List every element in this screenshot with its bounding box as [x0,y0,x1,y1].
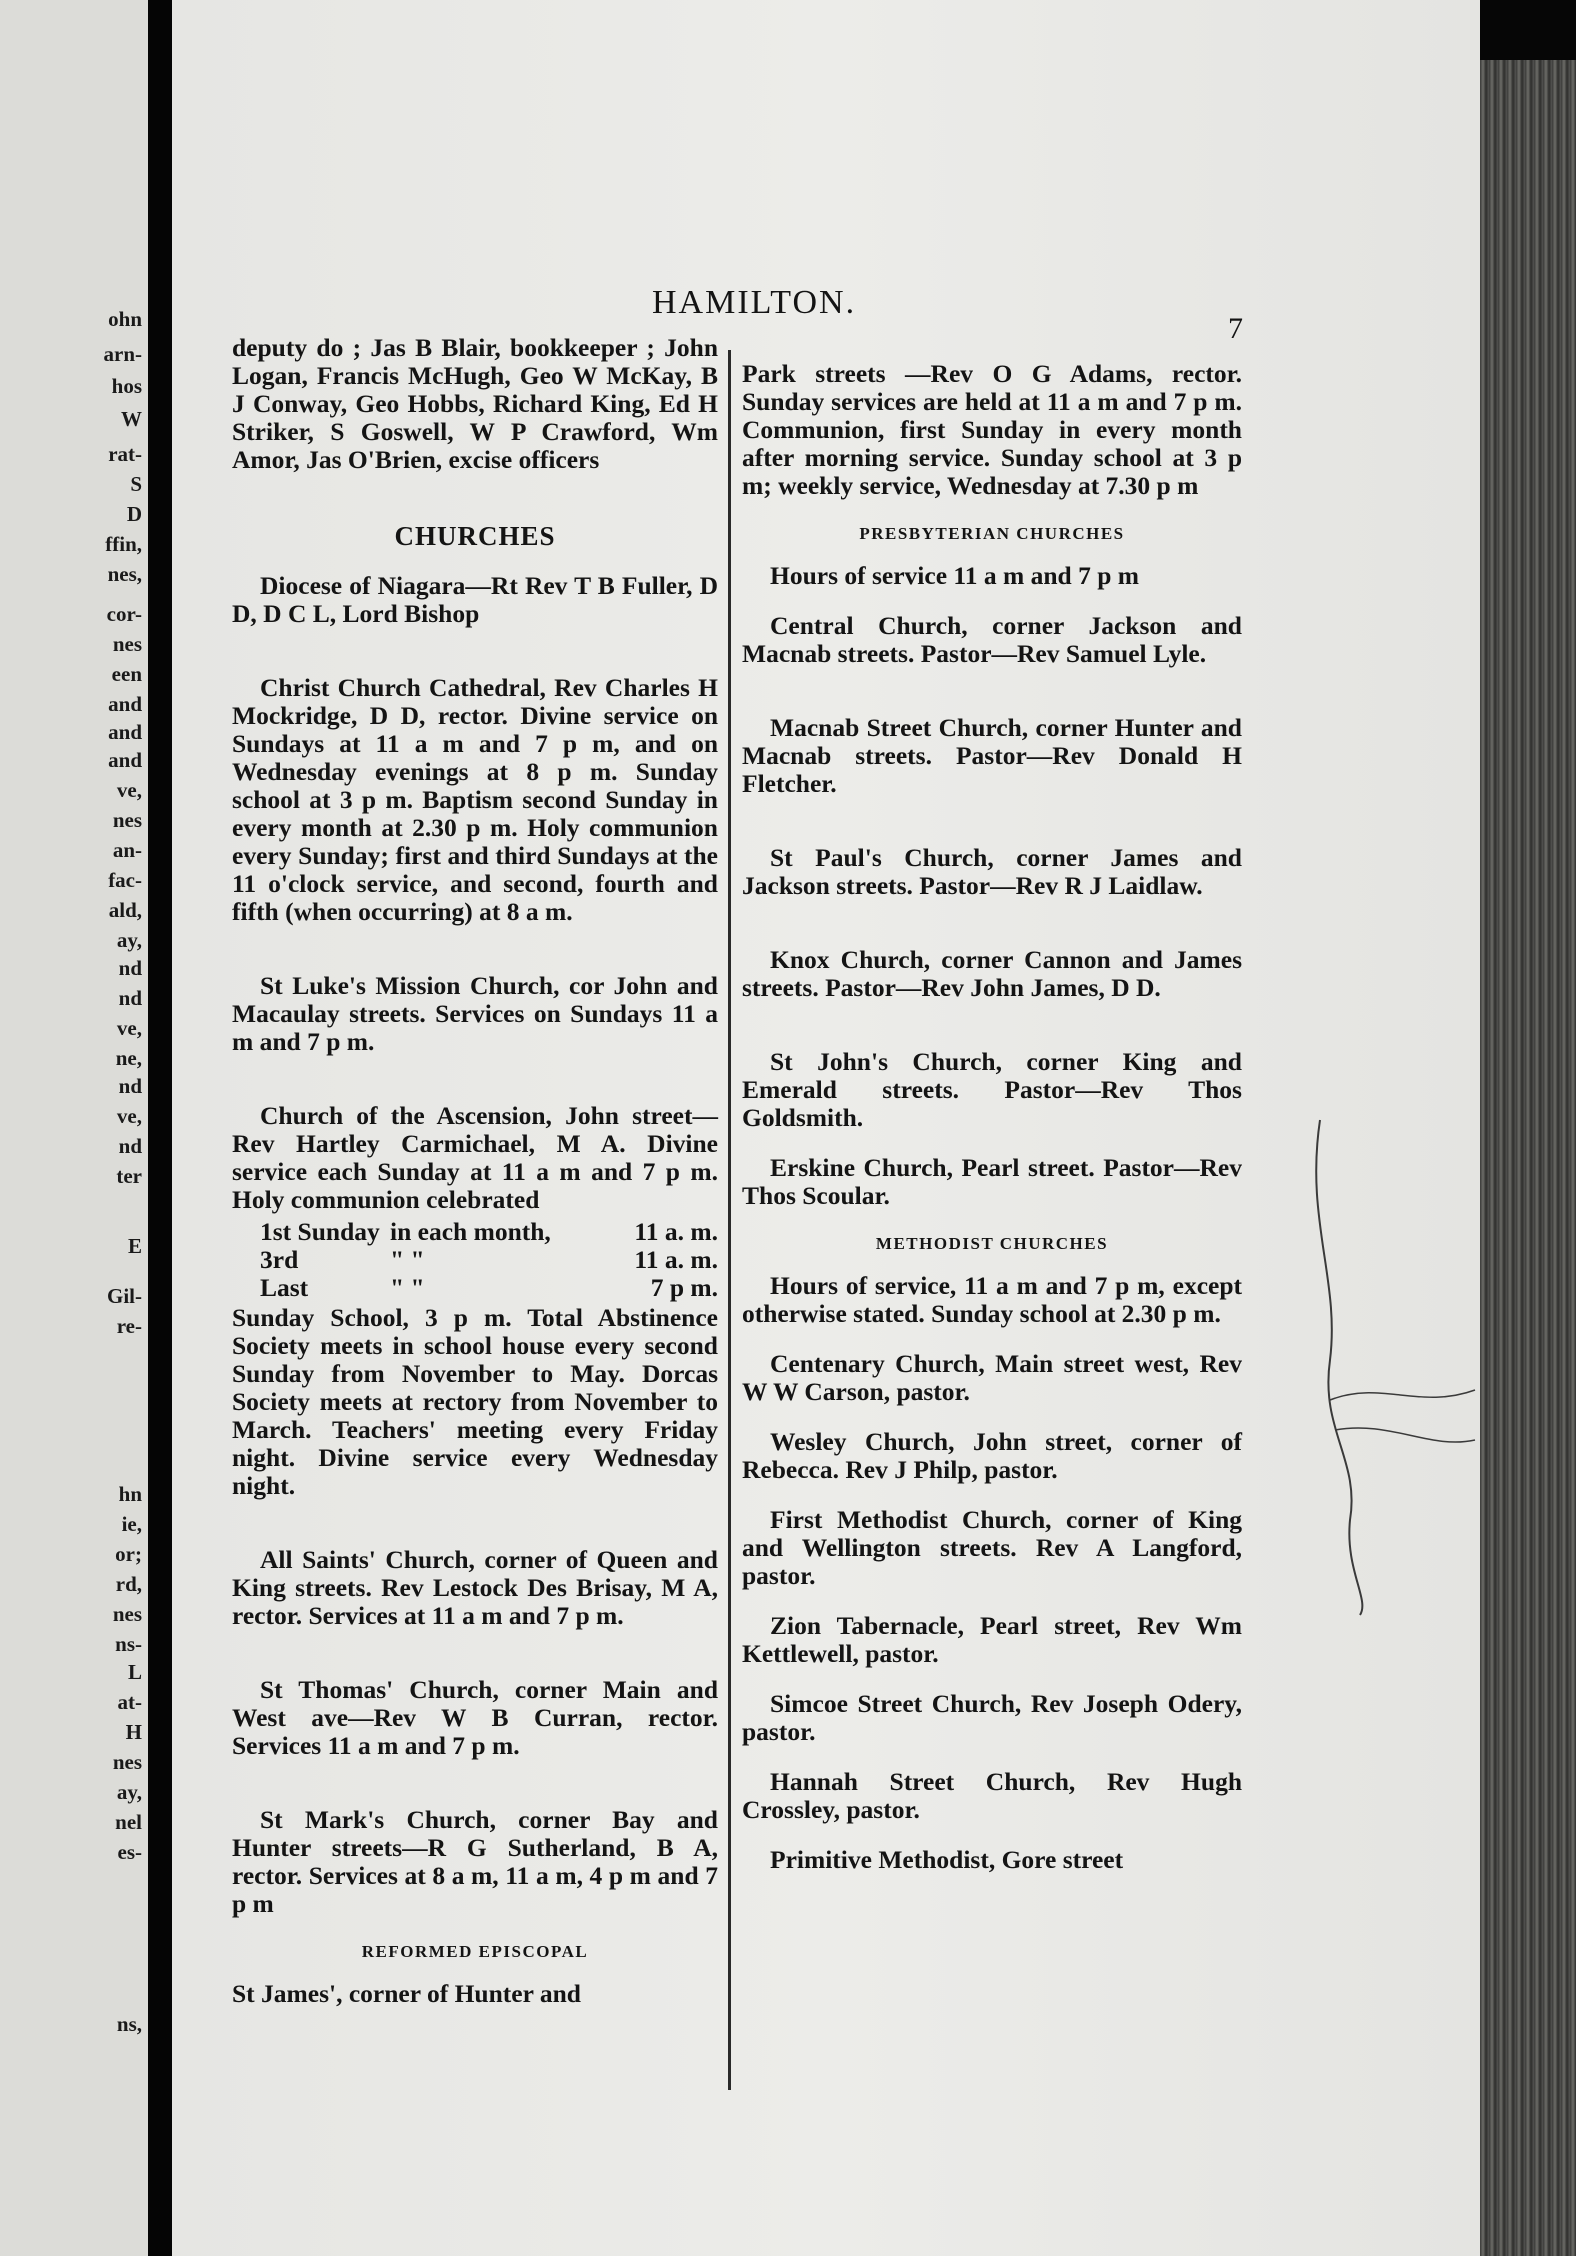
macnab-church-entry: Macnab Street Church, corner Hunter and Macnab streets. Pastor—Rev Donald H Fletcher. [742,713,1242,798]
st-james-continued-entry: Park streets —Rev O G Adams, rector. Sunday services are held at 11 a m and 7 p m. Communion, first Sunday in every month after morning service. Sunday school at 3 p m; weekly service, Wednesday at 7.30 p m [742,359,1242,500]
churches-heading: CHURCHES [394,521,556,551]
left-column [232,334,718,2008]
facing-page-fragment: at- [117,1690,142,1714]
facing-page-fragment: ns, [116,2012,142,2036]
facing-page-fragment: re- [116,1314,142,1338]
communion-schedule [260,1218,718,1302]
schedule-time: 11 a. m. [634,1217,718,1246]
wesley-church-entry: Wesley Church, John street, corner of Rebecca. Rev J Philp, pastor. [742,1427,1242,1484]
facing-page-fragment: hn [118,1482,142,1506]
st-lukes-entry: St Luke's Mission Church, cor John and Macaulay streets. Services on Sundays 11 a m and 7 p m. [232,971,718,1056]
facing-page-fragment: ve, [116,1104,142,1128]
schedule-time: 11 a. m. [634,1245,718,1274]
facing-page-fragment: nes, [107,562,142,586]
facing-page-fragment: nes [112,632,142,656]
erskine-church-entry: Erskine Church, Pearl street. Pastor—Rev Thos Scoular. [742,1153,1242,1210]
schedule-mid: " " [390,1245,425,1274]
facing-page-fragment: nd [118,956,142,980]
ascension-entry: Church of the Ascension, John street—Rev Hartley Carmichael, M A. Divine service each Sunday at 11 a m and 7 p m. Holy communion celebrated [232,1101,718,1214]
schedule-when: Last [260,1273,309,1302]
facing-page-fragment: E [127,1234,142,1258]
knox-church-entry: Knox Church, corner Cannon and James streets. Pastor—Rev John James, D D. [742,945,1242,1002]
facing-page-fragment: and [108,748,142,772]
facing-page-fragment: ay, [116,1780,142,1804]
schedule-time: 7 p m. [650,1273,718,1302]
facing-page-fragment: nes [112,808,142,832]
schedule-row [260,1246,718,1274]
st-james-entry: St James', corner of Hunter and [232,1979,581,2008]
facing-page-fragment: een [111,662,142,686]
right-column [742,360,1242,1874]
column-divider [728,350,731,2090]
first-methodist-entry: First Methodist Church, corner of King and Wellington streets. Rev A Langford, pastor. [742,1505,1242,1590]
schedule-when: 3rd [260,1245,299,1274]
st-pauls-entry: St Paul's Church, corner James and Jackson streets. Pastor—Rev R J Laidlaw. [742,843,1242,900]
christ-church-entry: Christ Church Cathedral, Rev Charles H Mockridge, D D, rector. Divine service on Sundays at 11 a m and 7 p m, and on Wednesday evenings at 8 p m. Sunday school at 3 p m. Baptism second Sunday in every month at 2.30 p m. Holy communion every Sunday; first and third Sundays at the 11 o'clock service, and second, fourth and fifth (when occurring) at 8 a m. [232,673,718,926]
page-header-title: HAMILTON. [652,284,857,321]
facing-page-fragment: nd [118,1134,142,1158]
facing-page-fragment: fac- [108,868,142,892]
methodist-heading: METHODIST CHURCHES [875,1234,1109,1253]
facing-page-fragment: W [121,407,142,431]
zion-tabernacle-entry: Zion Tabernacle, Pearl street, Rev Wm Kettlewell, pastor. [742,1611,1242,1668]
st-johns-entry: St John's Church, corner King and Emerald streets. Pastor—Rev Thos Goldsmith. [742,1047,1242,1132]
centenary-church-entry: Centenary Church, Main street west, Rev W W Carson, pastor. [742,1349,1242,1406]
facing-page-fragment: and [108,720,142,744]
facing-page-fragment: ohn [108,307,142,331]
facing-page-fragment: ve, [116,1016,142,1040]
facing-page-fragment: Gil- [107,1284,142,1308]
facing-page-fragment: ay, [116,928,142,952]
facing-page-fragment: nd [118,986,142,1010]
st-thomas-entry: St Thomas' Church, corner Main and West ave—Rev W B Curran, rector. Services 11 a m and 7 p m. [232,1675,718,1760]
ascension-more-entry: Sunday School, 3 p m. Total Abstinence Society meets in school house every second Sunday from November to May. Dorcas Society meets at rectory from November to March. Teachers' meeting every Friday night. Divine service every Wednesday night. [232,1303,718,1500]
facing-page-fragment: and [108,692,142,716]
facing-page-fragment: rd, [115,1572,142,1596]
facing-page-fragment: cor- [106,602,142,626]
simcoe-church-entry: Simcoe Street Church, Rev Joseph Odery, pastor. [742,1689,1242,1746]
schedule-row [260,1218,718,1246]
facing-page-fragment: ffin, [105,532,142,556]
central-church-entry: Central Church, corner Jackson and Macnab streets. Pastor—Rev Samuel Lyle. [742,611,1242,668]
page-number: 7 [1228,312,1243,345]
schedule-mid: in each month, [390,1217,551,1246]
ink-scribble-mark [1300,1100,1480,1620]
facing-page-fragment: ne, [115,1046,142,1070]
page-stack-edge [1480,60,1576,2256]
book-gutter [148,0,172,2256]
facing-page-fragment: hos [111,374,142,398]
facing-page-fragment: nel [115,1810,142,1834]
facing-page-fragment: rat- [108,442,142,466]
facing-page-fragment: es- [117,1840,142,1864]
facing-page-fragment: nd [118,1074,142,1098]
st-marks-entry: St Mark's Church, corner Bay and Hunter streets—R G Sutherland, B A, rector. Services at 8 a m, 11 a m, 4 p m and 7 p m [232,1805,718,1918]
facing-page-fragment: H [125,1720,142,1744]
all-saints-entry: All Saints' Church, corner of Queen and King streets. Rev Lestock Des Brisay, M A, rector. Services at 11 a m and 7 p m. [232,1545,718,1630]
facing-page-fragment: arn- [103,342,142,366]
diocese-entry: Diocese of Niagara—Rt Rev T B Fuller, D D, D C L, Lord Bishop [232,571,718,628]
facing-page-fragment: ns- [115,1632,142,1656]
facing-page-fragment: or; [115,1542,142,1566]
methodist-hours: Hours of service, 11 a m and 7 p m, except otherwise stated. Sunday school at 2.30 p m. [742,1271,1242,1328]
facing-page-fragment: an- [112,838,142,862]
schedule-when: 1st Sunday [260,1217,380,1246]
schedule-row [260,1274,718,1302]
presbyterian-hours: Hours of service 11 a m and 7 p m [770,561,1140,590]
facing-page-fragment: L [127,1660,142,1684]
facing-page-fragment: nes [112,1750,142,1774]
facing-page-fragment: ve, [116,778,142,802]
facing-page-fragment: nes [112,1602,142,1626]
facing-page-fragment: ald, [108,898,142,922]
facing-page-fragment: S [130,472,142,496]
primitive-methodist-entry: Primitive Methodist, Gore street [770,1845,1124,1874]
excise-officers-entry: deputy do ; Jas B Blair, bookkeeper ; John Logan, Francis McHugh, Geo W McKay, B J Conway, Geo Hobbs, Richard King, Ed H Striker, S Goswell, W P Crawford, Wm Amor, Jas O'Brien, excise officers [232,333,718,474]
facing-page-fragment: ie, [121,1512,142,1536]
schedule-mid: " " [390,1273,425,1302]
presbyterian-heading: PRESBYTERIAN CHURCHES [859,524,1125,543]
facing-page-fragment: ter [116,1164,142,1188]
facing-page-fragment: D [126,502,142,526]
reformed-episcopal-heading: REFORMED EPISCOPAL [361,1942,589,1961]
hannah-church-entry: Hannah Street Church, Rev Hugh Crossley, pastor. [742,1767,1242,1824]
facing-page-edge [0,0,148,2256]
